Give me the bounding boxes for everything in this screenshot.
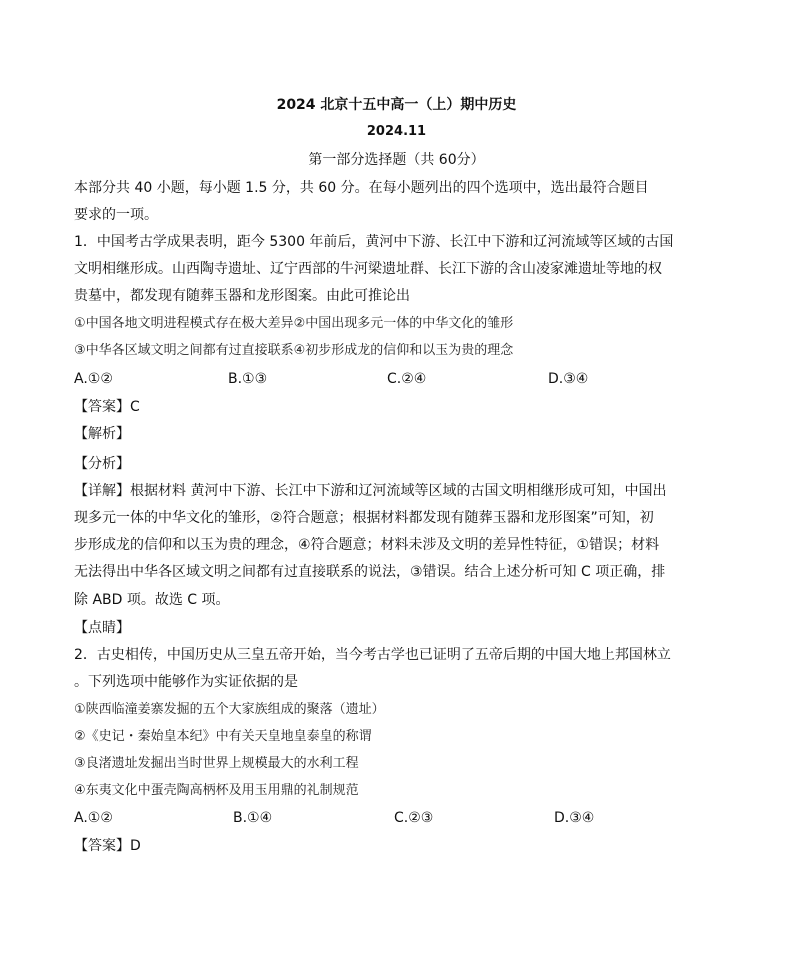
q1-stem-line: 1．中国考古学成果表明，距今 5300 年前后，黄河中下游、长江中下游和辽河流域等区域的古国 <box>74 234 674 250</box>
q1-option-a: A.①② <box>74 371 113 387</box>
q1-detail-line: 除 ABD 项。故选 C 项。 <box>74 592 230 608</box>
q2-item: ①陕西临潼姜寨发掘的五个大家族组成的聚落（遗址） <box>74 702 385 717</box>
q2-option-b: B.①④ <box>233 810 273 826</box>
q1-item: ③中华各区域文明之间都有过直接联系④初步形成龙的信仰和以玉为贵的理念 <box>74 343 514 358</box>
q1-detail-line: 现多元一体的中华文化的雏形，②符合题意；根据材料都发现有随葬玉器和龙形图案”可知，初 <box>74 510 654 526</box>
q1-item: ①中国各地文明进程模式存在极大差异②中国出现多元一体的中华文化的雏形 <box>74 316 514 331</box>
doc-date: 2024.11 <box>366 124 427 139</box>
q1-option-c: C.②④ <box>387 371 427 387</box>
doc-title: 2024 北京十五中高一（上）期中历史 <box>276 97 517 113</box>
q1-stem-line: 贵墓中，都发现有随葬玉器和龙形图案。由此可推论出 <box>74 288 410 304</box>
q2-option-c: C.②③ <box>394 810 434 826</box>
q1-option-d: D.③④ <box>548 371 589 387</box>
q1-option-b: B.①③ <box>228 371 268 387</box>
intro-line: 要求的一项。 <box>74 207 158 223</box>
q2-item: ④东夷文化中蛋壳陶高柄杯及用玉用鼎的礼制规范 <box>74 783 359 798</box>
q2-item: ②《史记・秦始皇本纪》中有关天皇地皇泰皇的称谓 <box>74 729 372 744</box>
q1-stem-line: 文明相继形成。山西陶寺遗址、辽宁西部的牛河梁遗址群、长江下游的含山凌家滩遗址等地的权 <box>74 261 662 277</box>
q1-detail-line: 步形成龙的信仰和以玉为贵的理念，④符合题意；材料未涉及文明的差异性特征，①错误；材料 <box>74 537 660 553</box>
q2-item: ③良渚遗址发掘出当时世界上规模最大的水利工程 <box>74 756 359 771</box>
q2-answer: 【答案】D <box>74 838 141 854</box>
q1-answer: 【答案】C <box>74 399 140 415</box>
section-heading: 第一部分选择题（共 60分） <box>308 152 485 168</box>
q1-dianjing: 【点睛】 <box>74 620 130 636</box>
q2-stem-line: 。下列选项中能够作为实证依据的是 <box>74 674 298 690</box>
intro-line: 本部分共 40 小题，每小题 1.5 分，共 60 分。在每小题列出的四个选项中，选出最符合题目 <box>74 180 649 196</box>
q1-analysis-label: 【解析】 <box>74 426 130 442</box>
q1-detail-line: 【详解】根据材料 黄河中下游、长江中下游和辽河流域等区域的古国文明相继形成可知，中国出 <box>74 483 667 499</box>
q1-detail-line: 无法得出中华各区域文明之间都有过直接联系的说法，③错误。结合上述分析可知 C 项正确，排 <box>74 564 666 580</box>
q1-fenxi-label: 【分析】 <box>74 456 130 472</box>
q2-option-a: A.①② <box>74 810 113 826</box>
q2-stem-line: 2．古史相传，中国历史从三皇五帝开始，当今考古学也已证明了五帝后期的中国大地上邦国林立 <box>74 647 671 663</box>
q2-option-d: D.③④ <box>554 810 595 826</box>
